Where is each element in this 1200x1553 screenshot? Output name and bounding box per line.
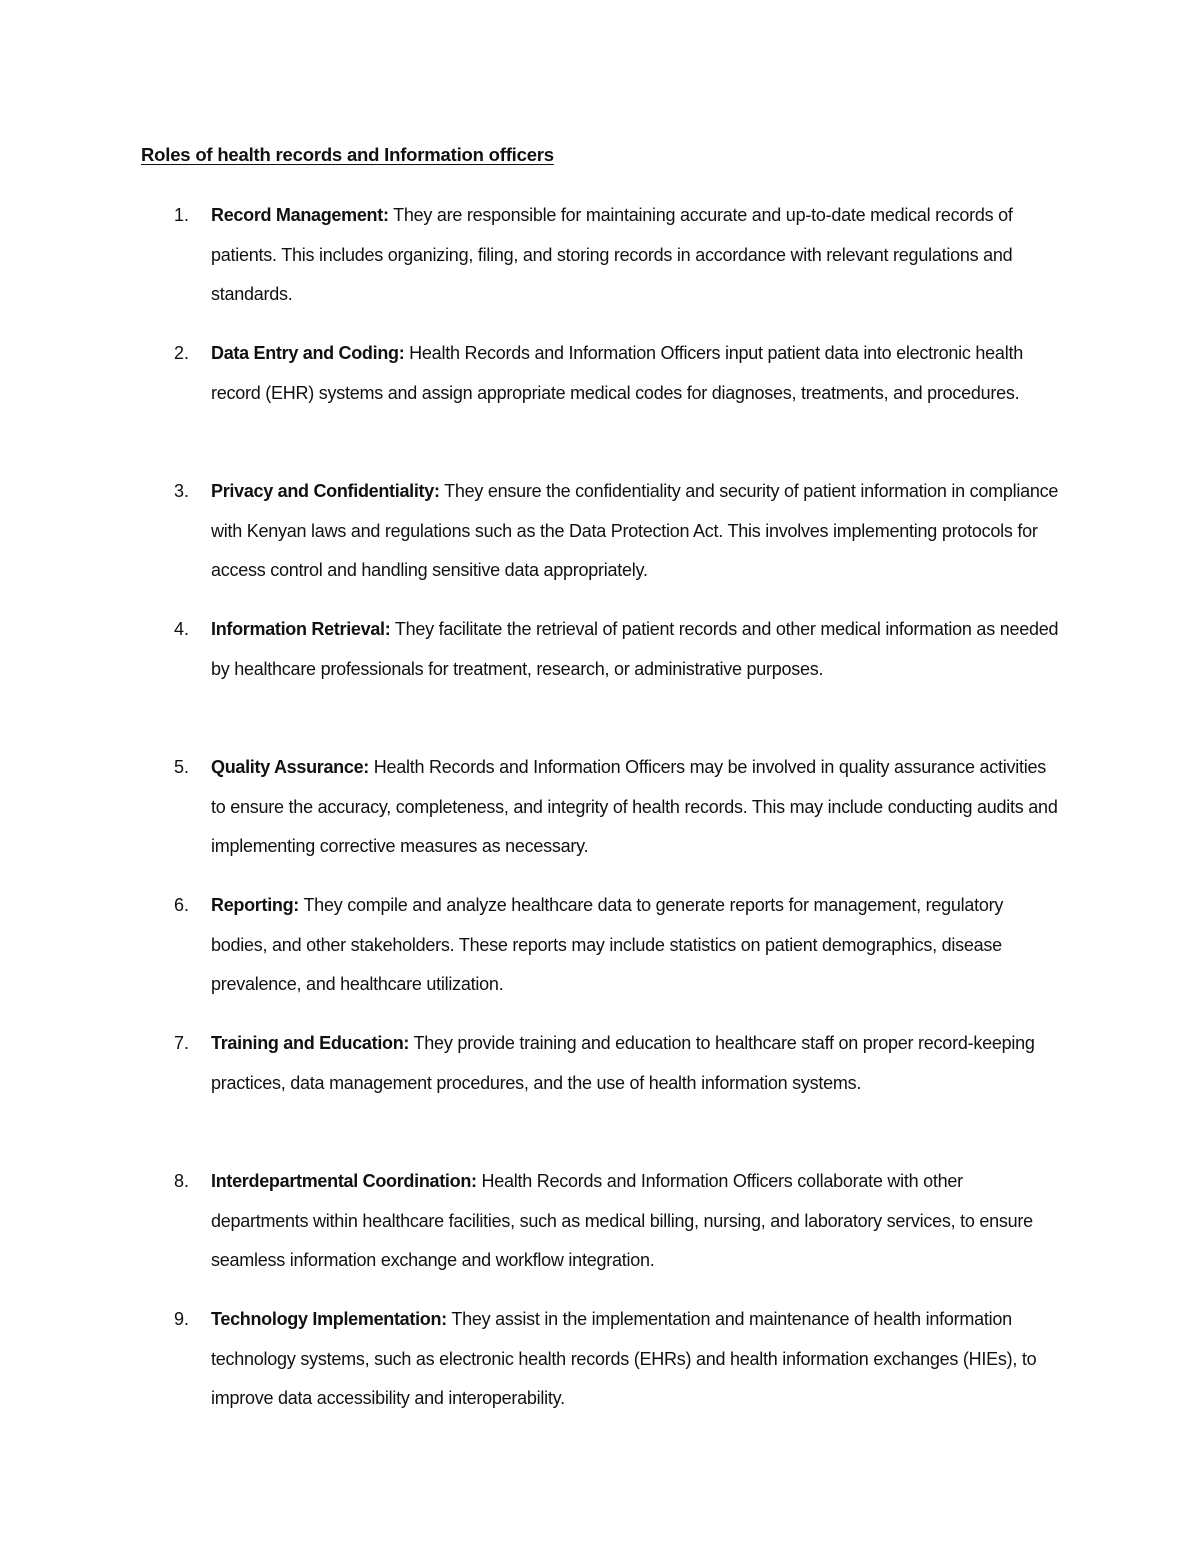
role-number: 6.: [174, 895, 190, 915]
role-description: Health Records and Information Officers collaborate with other departments within healthcare facilities, such as medical billing, nursing, and laboratory services, to ensure seamless information exchange and workflow integration.: [211, 1171, 1033, 1271]
role-number: 9.: [174, 1309, 190, 1329]
role-number: 2.: [174, 343, 190, 363]
role-description: They provide training and education to healthcare staff on proper record-keeping practices, data management procedures, and the use of health information systems.: [211, 1033, 1035, 1093]
role-description: They facilitate the retrieval of patient records and other medical information as needed by healthcare professionals for treatment, research, or administrative purposes.: [211, 619, 1059, 679]
role-text: [211, 610, 1059, 689]
role-description: They are responsible for maintaining accurate and up-to-date medical records of patients. This includes organizing, filing, and storing records in accordance with relevant regulations and standards.: [211, 205, 1013, 305]
role-description: They ensure the confidentiality and security of patient information in compliance with Kenyan laws and regulations such as the Data Protection Act. This involves implementing protocols for access control and handling sensitive data appropriately.: [211, 481, 1059, 581]
role-description: Health Records and Information Officers input patient data into electronic health record (EHR) systems and assign appropriate medical codes for diagnoses, treatments, and procedures.: [211, 343, 1023, 403]
role-number: 3.: [174, 481, 190, 501]
document-title: Roles of health records and Information officers: [141, 144, 554, 165]
role-number: 4.: [174, 619, 190, 639]
role-term: Interdepartmental Coordination:: [211, 1171, 477, 1191]
role-term: Quality Assurance:: [211, 757, 369, 777]
role-text: [211, 196, 1059, 315]
role-number: 1.: [174, 205, 190, 225]
role-term: Information Retrieval:: [211, 619, 391, 639]
role-text: [211, 1162, 1059, 1281]
role-term: Privacy and Confidentiality:: [211, 481, 440, 501]
role-text: [211, 886, 1059, 1005]
role-description: They assist in the implementation and maintenance of health information technology systems, such as electronic health records (EHRs) and health information exchanges (HIEs), to improve data accessibility and interoperability.: [211, 1309, 1037, 1409]
role-term: Record Management:: [211, 205, 389, 225]
role-description: Health Records and Information Officers may be involved in quality assurance activities to ensure the accuracy, completeness, and integrity of health records. This may include conducting audits and implementing corrective measures as necessary.: [211, 757, 1058, 857]
role-number: 8.: [174, 1171, 190, 1191]
role-term: Training and Education:: [211, 1033, 410, 1053]
role-text: [211, 334, 1059, 413]
role-term: Data Entry and Coding:: [211, 343, 405, 363]
role-number: 7.: [174, 1033, 190, 1053]
role-number: 5.: [174, 757, 190, 777]
role-description: They compile and analyze healthcare data to generate reports for management, regulatory bodies, and other stakeholders. These reports may include statistics on patient demographics, disease prevalence, and healthcare utilization.: [211, 895, 1004, 995]
role-text: [211, 1024, 1059, 1103]
role-term: Technology Implementation:: [211, 1309, 447, 1329]
role-term: Reporting:: [211, 895, 299, 915]
role-text: [211, 1300, 1059, 1419]
role-text: [211, 748, 1059, 867]
role-text: [211, 472, 1059, 591]
